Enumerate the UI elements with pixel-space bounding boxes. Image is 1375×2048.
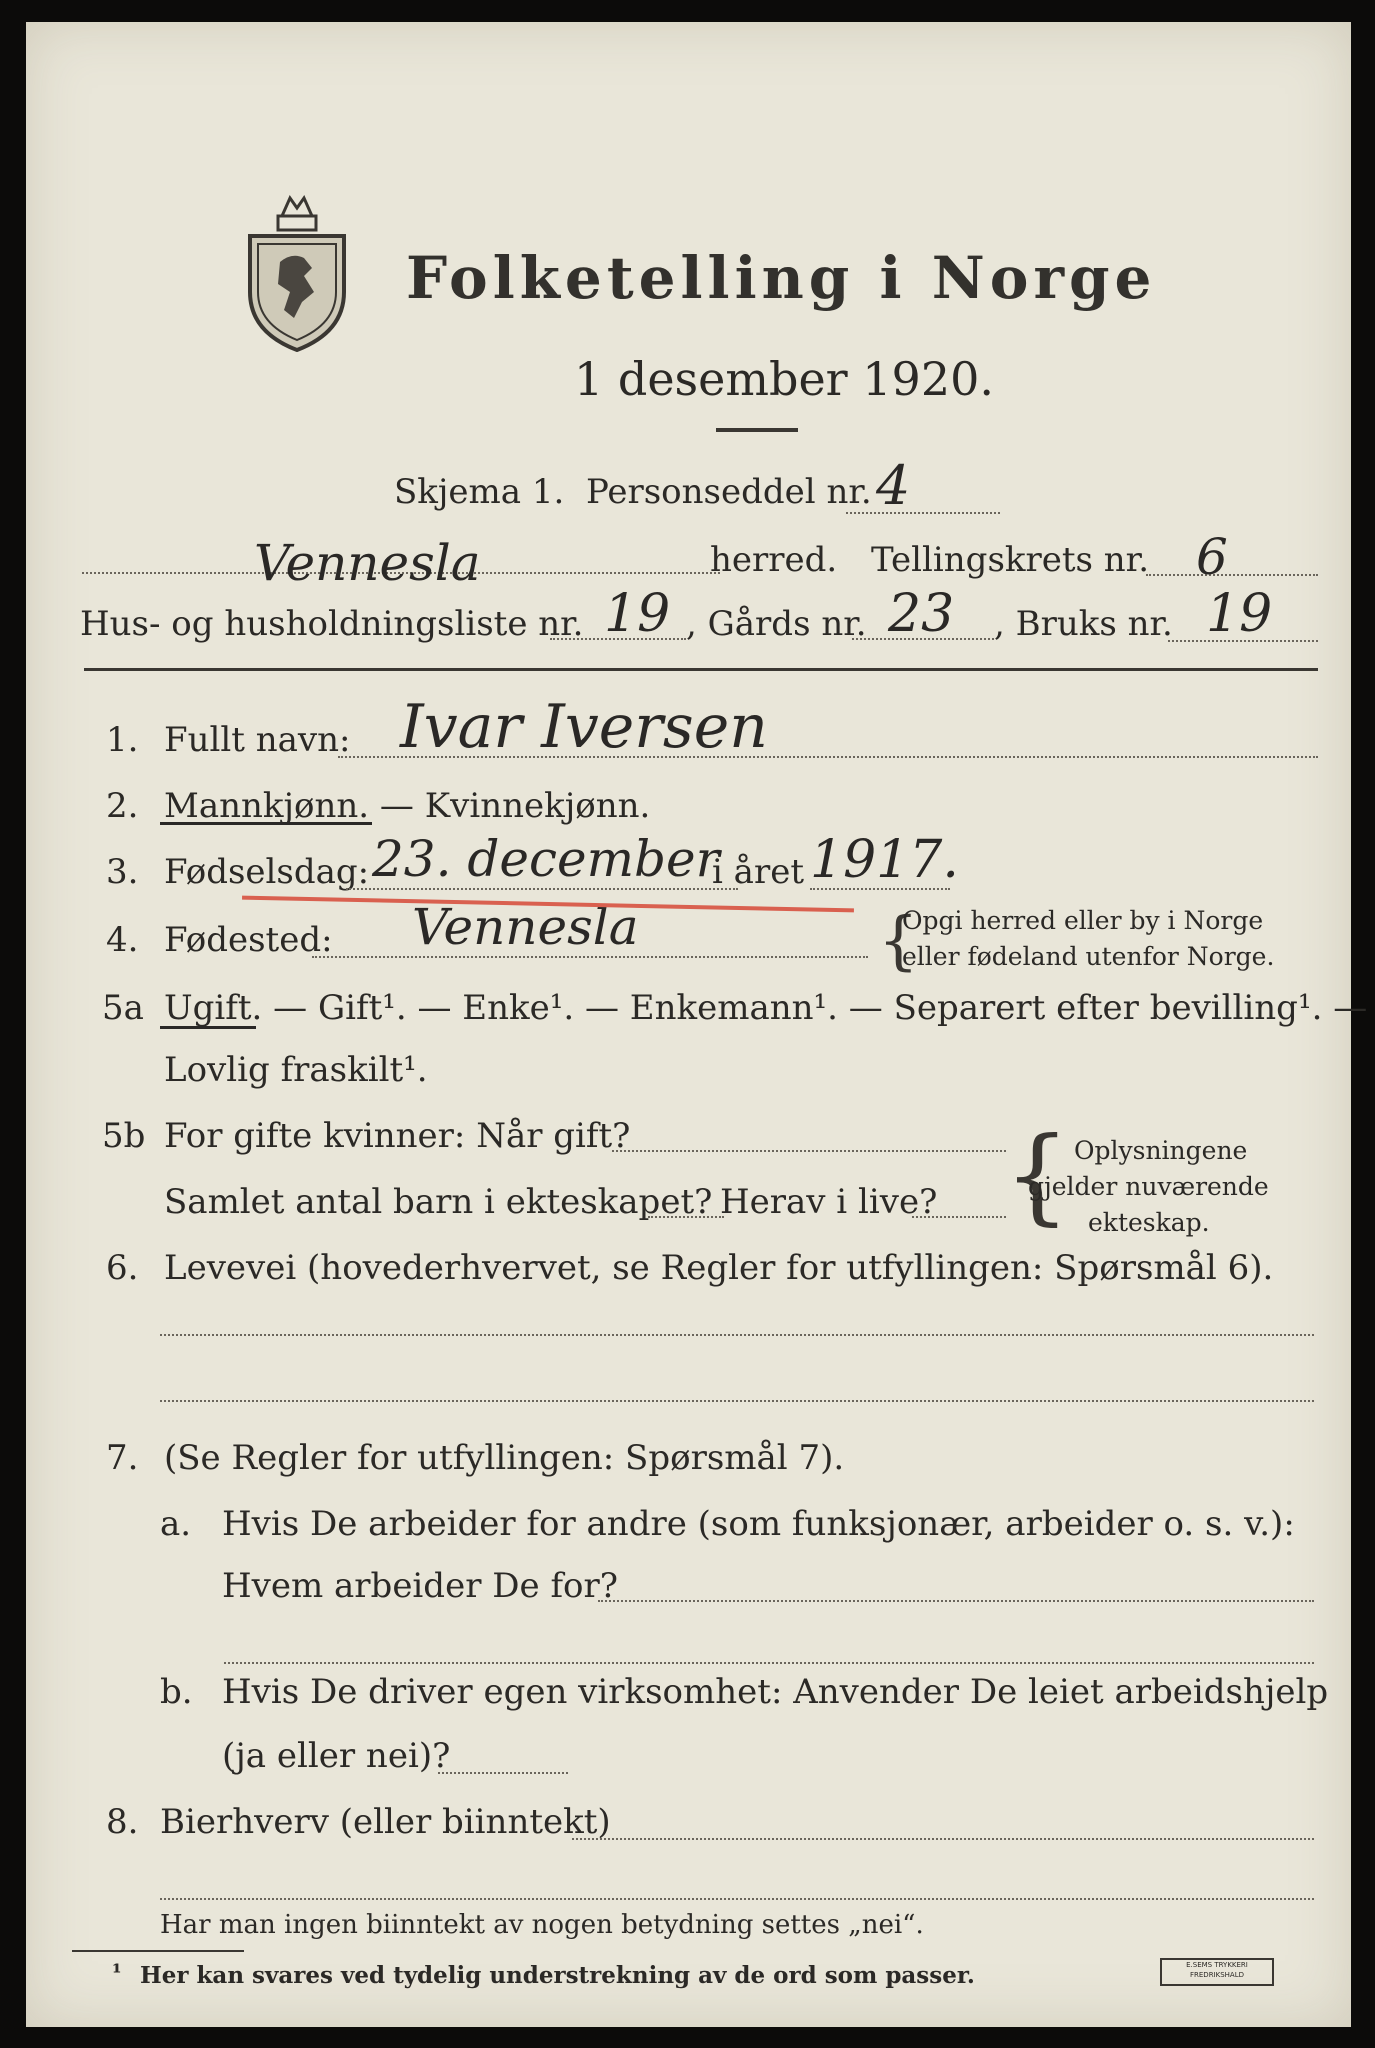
q5b-note-line2: gjelder nuværende — [1028, 1172, 1269, 1201]
q4-note-brace: { — [878, 904, 919, 978]
bruks-value[interactable]: 19 — [1206, 584, 1273, 644]
q5b-children-line — [648, 1216, 724, 1218]
q6-answer-line2 — [160, 1400, 1314, 1402]
printer-stamp: E.SEMS TRYKKERI FREDRIKSHALD — [1160, 1958, 1274, 1986]
q3-day-line — [346, 888, 738, 890]
tellingskrets-value[interactable]: 6 — [1196, 528, 1228, 586]
q7b-question: (ja eller nei)? — [222, 1736, 451, 1776]
q5a-number: 5a — [102, 988, 144, 1028]
census-form-page — [26, 22, 1368, 2027]
coat-of-arms-icon — [242, 192, 352, 352]
q5b-alive-label: Herav i live? — [720, 1182, 938, 1222]
q7a-question: Hvem arbeider De for? — [222, 1566, 618, 1606]
q5a-ugift-underline — [160, 1026, 256, 1029]
q3-number: 3. — [106, 852, 139, 892]
q7-text: (Se Regler for utfyllingen: Spørsmål 7). — [164, 1438, 845, 1478]
personseddel-value[interactable]: 4 — [876, 454, 911, 517]
q6-text: Levevei (hovederhvervet, se Regler for utfyllingen: Spørsmål 6). — [164, 1248, 1274, 1288]
q3-year-value[interactable]: 1917. — [810, 830, 959, 890]
q8-answer-line2 — [160, 1898, 1314, 1900]
q7a-text: Hvis De arbeider for andre (som funksjonær, arbeider o. s. v.): — [222, 1504, 1295, 1544]
q5a-ugift[interactable]: Ugift — [164, 988, 252, 1028]
footnote-marker: ¹ — [112, 1960, 122, 1986]
q7a-answer-line1 — [598, 1600, 1314, 1602]
q4-label: Fødested: — [164, 920, 333, 960]
q6-answer-line1 — [160, 1334, 1314, 1336]
q1-number: 1. — [106, 720, 139, 760]
q3-label: Fødselsdag: — [164, 852, 370, 892]
q7-number: 7. — [106, 1438, 139, 1478]
q4-line — [312, 956, 868, 958]
q2-kvinne[interactable]: Kvinnekjønn — [424, 786, 640, 826]
form-title: Folketelling i Norge — [406, 244, 1157, 312]
q7b-label: b. — [160, 1672, 193, 1712]
footnote-separator — [72, 1950, 244, 1952]
q5a-options: Ugift. — Gift¹. — Enke¹. — Enkemann¹. — Separert efter bevilling¹. — — [164, 988, 1368, 1028]
personseddel-label: Personseddel nr. — [586, 472, 872, 512]
q5b-number: 5b — [102, 1116, 146, 1156]
gards-value[interactable]: 23 — [888, 584, 955, 644]
q1-label: Fullt navn: — [164, 720, 351, 760]
q5b-line1: For gifte kvinner: Når gift? — [164, 1116, 631, 1156]
title-divider — [716, 428, 798, 432]
q6-number: 6. — [106, 1248, 139, 1288]
herred-value[interactable]: Vennesla — [254, 534, 481, 592]
q2-options: Mannkjønn. — Kvinnekjønn. — [164, 786, 651, 826]
gards-label: , Gårds nr. — [686, 604, 867, 644]
q5b-note-brace: { — [1004, 1114, 1071, 1236]
footer-note: Har man ingen biinntekt av nogen betydning settes „nei“. — [160, 1910, 924, 1940]
q5b-note-line1: Oplysningene — [1074, 1136, 1248, 1165]
husliste-label: Hus- og husholdningsliste nr. — [80, 604, 584, 644]
census-date: 1 desember 1920. — [574, 352, 994, 406]
tellingskrets-line — [1146, 574, 1318, 576]
husliste-value[interactable]: 19 — [604, 584, 671, 644]
q5b-alive-line — [912, 1216, 1006, 1218]
q7b-answer-line — [438, 1772, 568, 1774]
personseddel-line — [846, 512, 1000, 514]
q7a-label: a. — [160, 1504, 192, 1544]
q2-separator: . — — [358, 786, 425, 826]
q2-mann[interactable]: Mannkjønn — [164, 786, 359, 826]
footnote-text: Her kan svares ved tydelig understrekning av de ord som passer. — [140, 1962, 975, 1989]
header-separator — [84, 668, 1318, 671]
q5a-line2: Lovlig fraskilt¹. — [164, 1050, 428, 1090]
q1-value[interactable]: Ivar Iversen — [400, 692, 768, 762]
q4-number: 4. — [106, 920, 139, 960]
bruks-label: , Bruks nr. — [994, 604, 1173, 644]
q4-value[interactable]: Vennesla — [412, 898, 639, 956]
q4-note-line1: Opgi herred eller by i Norge — [902, 906, 1264, 935]
q3-year-label: i året — [712, 852, 804, 892]
q8-answer-line1 — [572, 1838, 1314, 1840]
q8-number: 8. — [106, 1802, 139, 1842]
q8-text: Bierhverv (eller biinntekt) — [160, 1802, 611, 1842]
q7b-text: Hvis De driver egen virksomhet: Anvender De leiet arbeidshjelp — [222, 1672, 1329, 1712]
tellingskrets-label: Tellingskrets nr. — [871, 540, 1150, 580]
q5b-children-label: Samlet antal barn i ekteskapet? — [164, 1182, 713, 1222]
q5b-note-line3: ekteskap. — [1088, 1208, 1210, 1237]
q3-day-value[interactable]: 23. december — [372, 830, 720, 888]
q5b-married-line — [612, 1150, 1006, 1152]
q2-number: 2. — [106, 786, 139, 826]
q2-mann-underline — [160, 822, 372, 825]
q7a-answer-line2 — [224, 1662, 1314, 1664]
q4-note-line2: eller fødeland utenfor Norge. — [902, 942, 1275, 971]
herred-label: herred. — [710, 540, 838, 580]
skjema-label: Skjema 1. — [394, 472, 565, 512]
